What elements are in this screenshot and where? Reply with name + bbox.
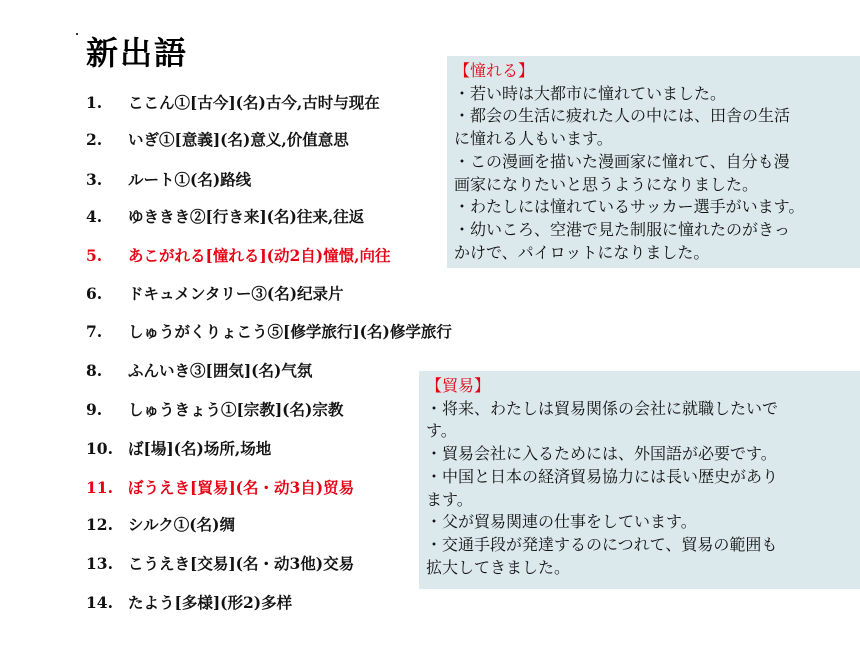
example-sentence: ・わたしには憧れているサッカー選手がいます。 bbox=[454, 197, 805, 217]
vocab-item bbox=[86, 437, 271, 461]
vocab-text: あこがれる[憧れる](动2自)憧憬,向往 bbox=[128, 246, 391, 265]
vocab-item bbox=[86, 591, 292, 615]
example-box-boueki bbox=[419, 371, 860, 589]
example-sentence: かけで、パイロットになりました。 bbox=[454, 242, 710, 262]
vocab-item bbox=[86, 205, 364, 229]
vocab-text: ルート①(名)路线 bbox=[128, 170, 252, 189]
example-box-akogareru bbox=[447, 56, 860, 268]
vocab-text: しゅうきょう①[宗教](名)宗教 bbox=[128, 400, 344, 419]
vocab-text: ぼうえき[貿易](名・动3自)贸易 bbox=[128, 478, 355, 497]
vocab-item bbox=[86, 359, 312, 383]
example-box-heading: 【貿易】 bbox=[426, 376, 491, 395]
vocab-text: しゅうがくりょこう⑤[修学旅行](名)修学旅行 bbox=[128, 322, 452, 341]
vocab-text: こうえき[交易](名・动3他)交易 bbox=[128, 554, 355, 573]
vocab-text: シルク①(名)绸 bbox=[128, 515, 235, 534]
vocab-number: 9. bbox=[86, 400, 103, 419]
vocab-text: ば[場](名)场所,场地 bbox=[128, 439, 272, 458]
vocab-item bbox=[86, 476, 354, 500]
example-sentence: 拡大してきました。 bbox=[426, 557, 571, 577]
vocab-number: 4. bbox=[86, 207, 103, 226]
vocab-number: 8. bbox=[86, 361, 103, 380]
vocab-number: 12. bbox=[86, 515, 113, 534]
vocab-number: 14. bbox=[86, 593, 113, 612]
example-sentence: ・交通手段が発達するのにつれて、貿易の範囲も bbox=[426, 534, 778, 554]
vocab-item bbox=[86, 282, 344, 306]
decorative-dot bbox=[76, 33, 78, 35]
vocab-number: 5. bbox=[86, 246, 103, 265]
vocab-number: 6. bbox=[86, 284, 103, 303]
vocab-item bbox=[86, 398, 343, 422]
vocab-text: いぎ①[意義](名)意义,价值意思 bbox=[128, 130, 349, 149]
example-sentence: ・この漫画を描いた漫画家に憧れて、自分も漫 bbox=[454, 151, 790, 171]
example-sentence: に憧れる人もいます。 bbox=[454, 129, 613, 149]
vocab-number: 11. bbox=[86, 478, 113, 497]
vocab-number: 7. bbox=[86, 322, 103, 341]
vocab-text: ドキュメンタリー③(名)纪录片 bbox=[128, 284, 344, 303]
vocab-item bbox=[86, 91, 380, 115]
example-sentence: ・若い時は大都市に憧れていました。 bbox=[454, 83, 727, 103]
vocab-number: 10. bbox=[86, 439, 113, 458]
example-sentence: ・都会の生活に疲れた人の中には、田舎の生活 bbox=[454, 106, 791, 126]
vocab-item bbox=[86, 513, 235, 537]
example-sentence: す。 bbox=[426, 421, 457, 441]
example-sentence: ・父が貿易関連の仕事をしています。 bbox=[426, 512, 697, 532]
vocab-number: 1. bbox=[86, 93, 103, 112]
vocab-item bbox=[86, 552, 354, 576]
example-sentence: ・幼いころ、空港で見た制服に憧れたのがきっ bbox=[454, 219, 791, 239]
vocab-text: ここん①[古今](名)古今,古时与现在 bbox=[128, 93, 380, 112]
vocab-text: ゆききき②[行き来](名)往来,往返 bbox=[128, 207, 365, 226]
example-box-heading: 【憧れる】 bbox=[454, 61, 535, 80]
example-sentence: ます。 bbox=[426, 489, 473, 509]
vocab-item bbox=[86, 128, 349, 152]
page-title: 新出語 bbox=[86, 34, 189, 72]
example-sentence: ・中国と日本の経済貿易協力には長い歴史があり bbox=[426, 466, 779, 486]
vocab-text: たよう[多様](形2)多样 bbox=[128, 593, 293, 612]
vocab-number: 13. bbox=[86, 554, 113, 573]
vocab-item bbox=[86, 168, 251, 192]
vocab-item bbox=[86, 320, 452, 344]
example-sentence: ・貿易会社に入るためには、外国語が必要です。 bbox=[426, 444, 777, 464]
vocab-text: ふんいき③[囲気](名)气氛 bbox=[128, 361, 313, 380]
example-sentence: 画家になりたいと思うようになりました。 bbox=[454, 174, 759, 194]
vocab-item bbox=[86, 244, 391, 268]
vocab-number: 3. bbox=[86, 170, 103, 189]
example-sentence: ・将来、わたしは貿易関係の会社に就職したいで bbox=[426, 398, 779, 418]
vocab-number: 2. bbox=[86, 130, 103, 149]
